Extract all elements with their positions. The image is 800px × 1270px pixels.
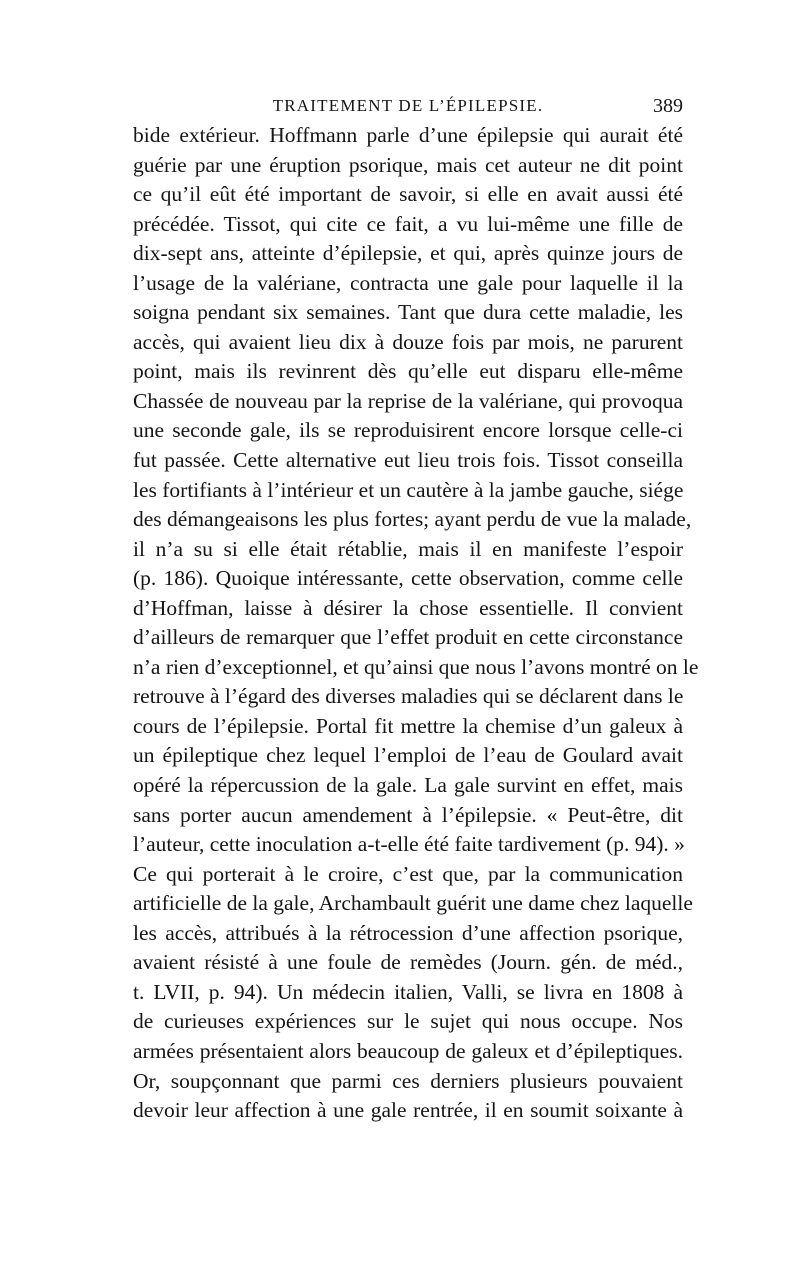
- text-line: avaient résisté à une foule de remèdes (Journ. gén. de méd.,: [133, 950, 683, 975]
- text-line: de curieuses expériences sur le sujet qui nous occupe. Nos: [133, 1009, 683, 1034]
- text-line: armées présentaient alors beaucoup de galeux et d’épileptiques.: [133, 1038, 683, 1063]
- text-line: précédée. Tissot, qui cite ce fait, a vu lui-même une fille de: [133, 211, 683, 236]
- text-line: dix-sept ans, atteinte d’épilepsie, et qui, après quinze jours de: [133, 241, 683, 266]
- text-line: Or, soupçonnant que parmi ces derniers plusieurs pouvaient: [133, 1068, 683, 1093]
- text-line: une seconde gale, ils se reproduisirent encore lorsque celle-ci: [133, 418, 683, 443]
- text-line: des démangeaisons les plus fortes; ayant perdu de vue la malade,: [133, 507, 692, 532]
- text-line: cours de l’épilepsie. Portal fit mettre la chemise d’un galeux à: [133, 713, 683, 738]
- text-line: soigna pendant six semaines. Tant que dura cette maladie, les: [133, 300, 683, 325]
- running-title: TRAITEMENT DE L’ÉPILEPSIE.: [272, 96, 544, 115]
- text-line: guérie par une éruption psorique, mais cet auteur ne dit point: [133, 152, 683, 177]
- text-line: les accès, attribués à la rétrocession d’une affection psorique,: [133, 920, 683, 945]
- text-line: (p. 186). Quoique intéressante, cette observation, comme celle: [133, 566, 683, 591]
- text-line: l’auteur, cette inoculation a-t-elle été faite tardivement (p. 94). »: [133, 832, 685, 857]
- running-head: [133, 93, 683, 119]
- body-text: [133, 121, 699, 1126]
- text-line: l’usage de la valériane, contracta une gale pour laquelle il la: [133, 270, 683, 295]
- text-line: n’a rien d’exceptionnel, et qu’ainsi que nous l’avons montré on le: [133, 654, 699, 679]
- text-line: accès, qui avaient lieu dix à douze fois par mois, ne parurent: [133, 329, 683, 354]
- text-line: Chassée de nouveau par la reprise de la valériane, qui provoqua: [133, 388, 683, 413]
- text-line: bide extérieur. Hoffmann parle d’une épilepsie qui aurait été: [133, 123, 683, 147]
- text-line: fut passée. Cette alternative eut lieu trois fois. Tissot conseilla: [133, 448, 683, 473]
- text-line: les fortifiants à l’intérieur et un cautère à la jambe gauche, siége: [133, 477, 684, 502]
- page-number: 389: [653, 95, 683, 117]
- text-line: sans porter aucun amendement à l’épilepsie. « Peut-être, dit: [133, 802, 683, 827]
- text-line: artificielle de la gale, Archambault guérit une dame chez laquelle: [133, 891, 693, 916]
- text-line: ce qu’il eût été important de savoir, si elle en avait aussi été: [133, 182, 683, 207]
- text-line: d’Hoffman, laisse à désirer la chose essentielle. Il convient: [133, 595, 683, 620]
- text-line: il n’a su si elle était rétablie, mais il en manifeste l’espoir: [133, 536, 683, 561]
- text-line: t. LVII, p. 94). Un médecin italien, Valli, se livra en 1808 à: [133, 979, 683, 1004]
- text-line: Ce qui porterait à le croire, c’est que, par la communication: [133, 861, 683, 886]
- text-line: retrouve à l’égard des diverses maladies qui se déclarent dans le: [133, 684, 684, 709]
- text-line: un épileptique chez lequel l’emploi de l’eau de Goulard avait: [133, 743, 683, 768]
- text-line: opéré la répercussion de la gale. La gale survint en effet, mais: [133, 773, 683, 798]
- text-line: devoir leur affection à une gale rentrée, il en soumit soixante à: [133, 1098, 683, 1123]
- text-line: point, mais ils revinrent dès qu’elle eut disparu elle-même: [133, 359, 683, 384]
- text-line: d’ailleurs de remarquer que l’effet produit en cette circonstance: [133, 625, 683, 650]
